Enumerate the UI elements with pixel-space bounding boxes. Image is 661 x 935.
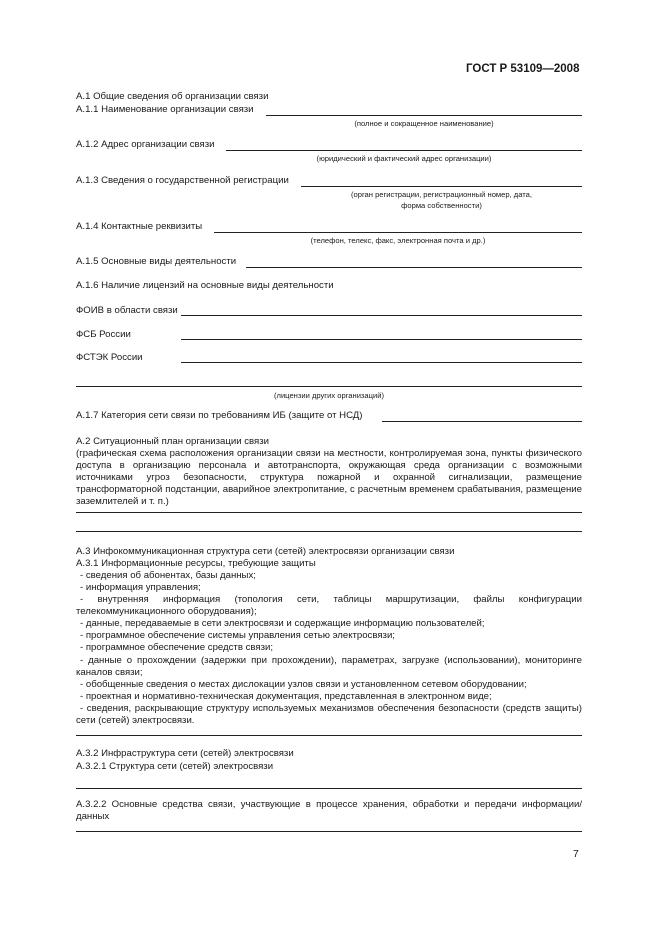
a2-fill-line-1[interactable] [76,512,582,513]
page-number: 7 [573,848,579,860]
license-other-caption: (лицензии других организаций) [273,391,385,400]
a116-label: А.1.6 Наличие лицензий на основные виды деятельности [76,280,334,291]
list-item: - программное обеспечение системы управления сетью электросвязи; [80,630,395,641]
list-item: - обобщенные сведения о местах дислокации узлов связи и установленном сетевом оборудовании; [80,679,527,690]
list-item: - проектная и нормативно-техническая документация, представленная в электронном виде; [80,691,492,702]
a117-fill-line[interactable] [382,421,582,422]
list-item: - программное обеспечение средств связи; [80,642,273,653]
license-fstek-label: ФСТЭК России [76,352,143,363]
a111-label: А.1.1 Наименование организации связи [76,104,254,115]
section-a2-text: (графическая схема расположения организации связи на местности, контролируемая зона, пункты физического доступа в организацию персонала и автотранспорта, окружающая среда организации с возможными источниками угроз безопасности, структура пожарной и охранной сигнализации, размещение трансформаторной подстанции, аварийное электропитание, с расчетным временем срабатывания, размещение заземлителей и т. п.) [76,448,582,507]
a115-fill-line[interactable] [246,267,582,268]
a31-label: А.3.1 Информационные ресурсы, требующие защиты [76,558,316,569]
a31-fill-line[interactable] [76,735,582,736]
a321-label: А.3.2.1 Структура сети (сетей) электросвязи [76,761,274,772]
a113-caption-line1: (орган регистрации, регистрационный номер, дата, [350,190,533,199]
a113-fill-line[interactable] [301,186,582,187]
a112-caption: (юридический и фактический адрес организации) [316,154,492,163]
license-fstek-line[interactable] [181,362,582,363]
a117-label: А.1.7 Категория сети связи по требованиям ИБ (защите от НСД) [76,410,363,421]
list-item: - внутренняя информация (топология сети, таблицы маршрутизации, файлы конфигурации телекоммуникационного оборудования); [76,594,582,617]
license-other-line[interactable] [76,386,582,387]
list-item: - сведения, раскрывающие структуру используемых механизмов обеспечения безопасности (средств защиты) сети (сетей) электросвязи. [76,703,582,726]
license-foiv-line[interactable] [181,315,582,316]
list-item: - информация управления; [80,582,201,593]
list-item: - данные, передаваемые в сети электросвязи и содержащие информацию пользователей; [80,618,485,629]
section-a1-heading: А.1 Общие сведения об организации связи [76,91,269,102]
a111-fill-line[interactable] [266,115,582,116]
a114-label: А.1.4 Контактные реквизиты [76,221,203,232]
a321-fill-line[interactable] [76,788,582,789]
standard-header: ГОСТ Р 53109—2008 [466,63,580,75]
license-foiv-label: ФОИВ в области связи [76,305,178,316]
a32-label: А.3.2 Инфраструктура сети (сетей) электросвязи [76,748,294,759]
license-fsb-line[interactable] [181,339,582,340]
a114-fill-line[interactable] [214,232,582,233]
a322-fill-line[interactable] [76,831,582,832]
a113-caption-line2: форма собственности) [401,201,482,210]
list-item: - данные о прохождении (задержки при прохождении), параметрах, загрузке (использовании), мониторинге каналов связи; [76,655,582,678]
list-item: - сведения об абонентах, базы данных; [80,570,256,581]
license-fsb-label: ФСБ России [76,329,131,340]
a2-fill-line-2[interactable] [76,531,582,532]
a111-caption: (полное и сокращенное наименование) [354,119,494,128]
a114-caption: (телефон, телекс, факс, электронная почта и др.) [310,236,486,245]
section-a3-heading: А.3 Инфокоммуникационная структура сети (сетей) электросвязи организации связи [76,546,455,557]
section-a2-heading: А.2 Ситуационный план организации связи [76,436,269,447]
a112-label: А.1.2 Адрес организации связи [76,139,215,150]
a112-fill-line[interactable] [226,150,582,151]
a113-label: А.1.3 Сведения о государственной регистрации [76,175,289,186]
a322-text: А.3.2.2 Основные средства связи, участвующие в процессе хранения, обработки и передачи информации/ данных [76,799,582,822]
a115-label: А.1.5 Основные виды деятельности [76,256,237,267]
